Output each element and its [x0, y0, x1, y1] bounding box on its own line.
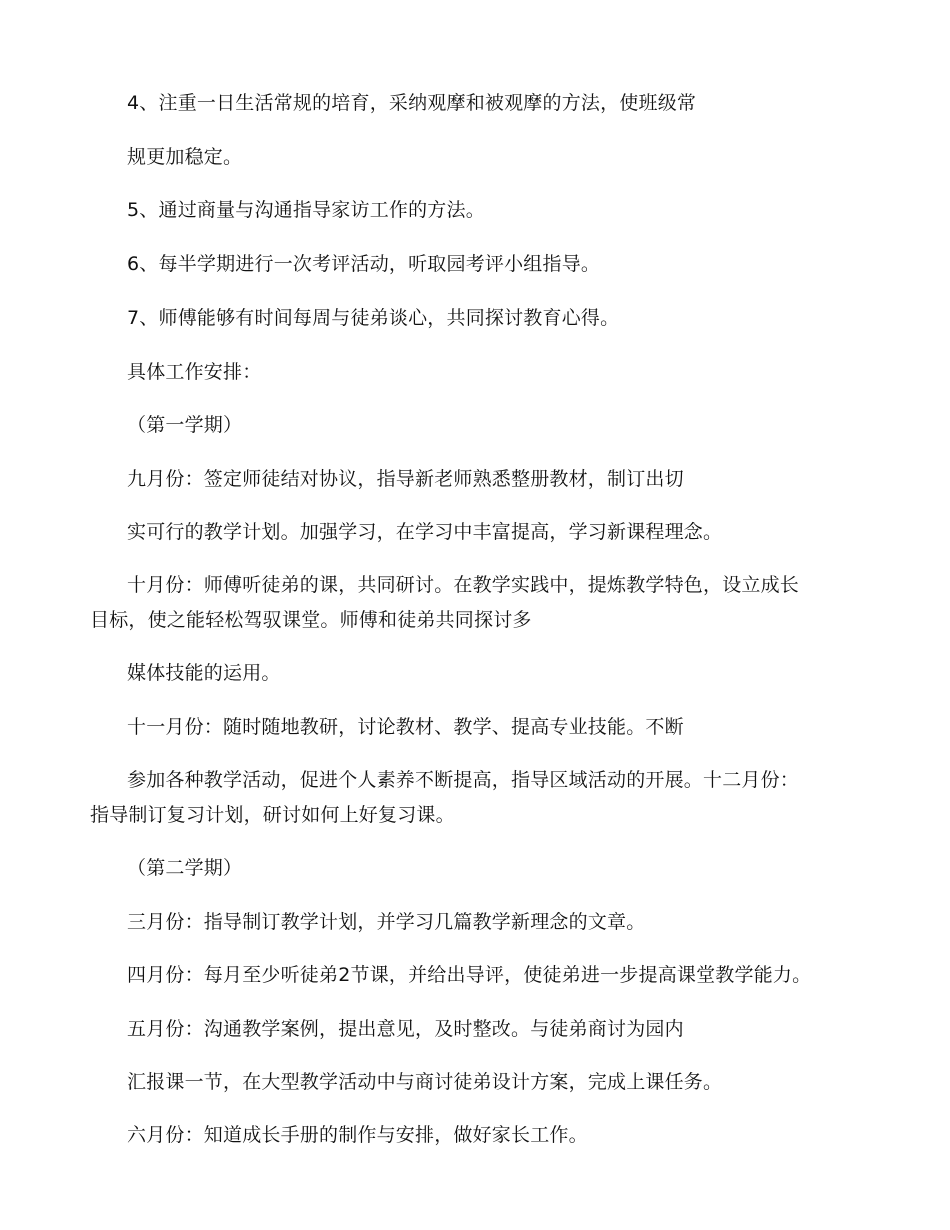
text-line: 7、师傅能够有时间每周与徒弟谈心，共同探讨教育心得。	[127, 307, 620, 329]
section-heading: 具体工作安排：	[127, 361, 262, 383]
text-line: 目标，使之能轻松驾驭课堂。师傅和徒弟共同探讨多	[90, 609, 532, 631]
text-line: 四月份：每月至少听徒弟2节课，并给出导评，使徒弟进一步提高课堂教学能力。	[127, 964, 812, 986]
text-line: 4、注重一日生活常规的培育，采纳观摩和被观摩的方法，使班级常	[127, 92, 697, 114]
text-line: 六月份：知道成长手册的制作与安排，做好家长工作。	[127, 1124, 588, 1146]
text-line: 参加各种教学活动，促进个人素养不断提高，指导区域活动的开展。十二月份：	[127, 769, 800, 791]
text-line: 汇报课一节，在大型教学活动中与商讨徒弟设计方案，完成上课任务。	[127, 1071, 723, 1093]
semester-heading: （第一学期）	[127, 414, 243, 436]
text-line: 十一月份：随时随地教研，讨论教材、教学、提高专业技能。不断	[127, 716, 684, 738]
text-line: 实可行的教学计划。加强学习，在学习中丰富提高，学习新课程理念。	[127, 521, 723, 543]
text-line: 指导制订复习计划，研讨如何上好复习课。	[90, 804, 455, 826]
text-line: 十月份：师傅听徒弟的课，共同研讨。在教学实践中，提炼教学特色，设立成长	[127, 574, 800, 596]
text-line: 规更加稳定。	[127, 146, 243, 168]
text-line: 6、每半学期进行一次考评活动，听取园考评小组指导。	[127, 253, 601, 275]
text-line: 5、通过商量与沟通指导家访工作的方法。	[127, 199, 485, 221]
text-line: 五月份：沟通教学案例，提出意见，及时整改。与徒弟商讨为园内	[127, 1018, 684, 1040]
semester-heading: （第二学期）	[127, 857, 243, 879]
text-line: 九月份：签定师徒结对协议，指导新老师熟悉整册教材，制订出切	[127, 468, 684, 490]
text-line: 三月份：指导制订教学计划，并学习几篇教学新理念的文章。	[127, 911, 646, 933]
text-line: 媒体技能的运用。	[127, 662, 281, 684]
